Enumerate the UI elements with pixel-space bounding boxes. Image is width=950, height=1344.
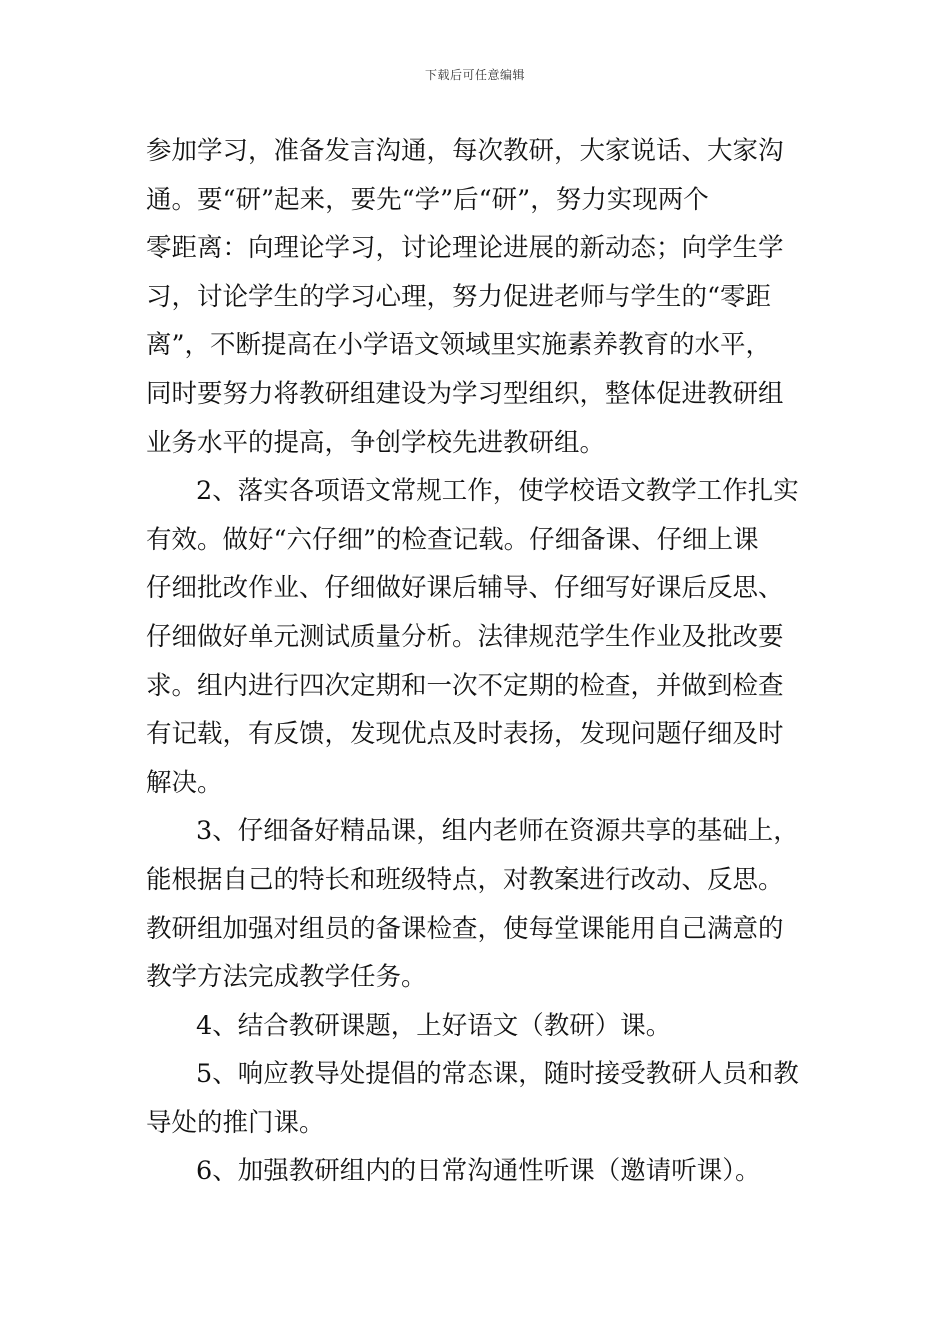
text-line: 离”，不断提高在小学语文领域里实施素养教育的水平，: [146, 330, 772, 361]
text-line: 有记载，有反馈，发现优点及时表扬，发现问题仔细及时: [146, 719, 784, 750]
paragraph: [146, 467, 810, 807]
text-line: 业务水平的提高，争创学校先进教研组。: [146, 427, 606, 458]
paragraph: [146, 1050, 810, 1147]
text-line: 有效。做好“六仔细”的检查记载。仔细备课、仔细上课: [146, 524, 759, 555]
text-line: 5、响应教导处提倡的常态课，随时接受教研人员和教: [196, 1059, 799, 1090]
paragraph: [146, 807, 810, 1001]
paragraph: [146, 1147, 810, 1196]
text-line: 6、加强教研组内的日常沟通性听课（邀请听课）。: [196, 1156, 761, 1187]
text-line: 零距离：向理论学习，讨论理论进展的新动态；向学生学: [146, 233, 784, 264]
text-line: 参加学习，准备发言沟通，每次教研，大家说话、大家沟: [146, 136, 784, 166]
text-line: 求。组内进行四次定期和一次不定期的检查，并做到检查: [146, 670, 784, 701]
text-line: 习，讨论学生的学习心理，努力促进老师与学生的“零距: [146, 281, 772, 312]
text-line: 教学方法完成教学任务。: [146, 962, 427, 993]
text-line: 3、仔细备好精品课，组内老师在资源共享的基础上，: [196, 816, 799, 847]
text-line: 仔细批改作业、仔细做好课后辅导、仔细写好课后反思、: [146, 573, 784, 604]
text-line: 解决。: [146, 767, 223, 798]
document-body: [146, 127, 810, 1196]
paragraph: [146, 127, 810, 467]
text-line: 能根据自己的特长和班级特点，对教案进行改动、反思。: [146, 864, 784, 895]
text-line: 2、落实各项语文常规工作，使学校语文教学工作扎实: [196, 476, 799, 507]
text-line: 仔细做好单元测试质量分析。法律规范学生作业及批改要: [146, 621, 784, 652]
text-line: 导处的推门课。: [146, 1107, 325, 1138]
text-line: 通。要“研”起来，要先“学”后“研”，努力实现两个: [146, 184, 709, 215]
page-header: 下载后可任意编辑: [424, 68, 525, 82]
paragraph: [146, 1002, 810, 1051]
text-line: 4、结合教研课题，上好语文（教研）课。: [196, 1010, 672, 1041]
text-line: 教研组加强对组员的备课检查，使每堂课能用自己满意的: [146, 913, 784, 944]
text-line: 同时要努力将教研组建设为学习型组织，整体促进教研组: [146, 378, 784, 409]
